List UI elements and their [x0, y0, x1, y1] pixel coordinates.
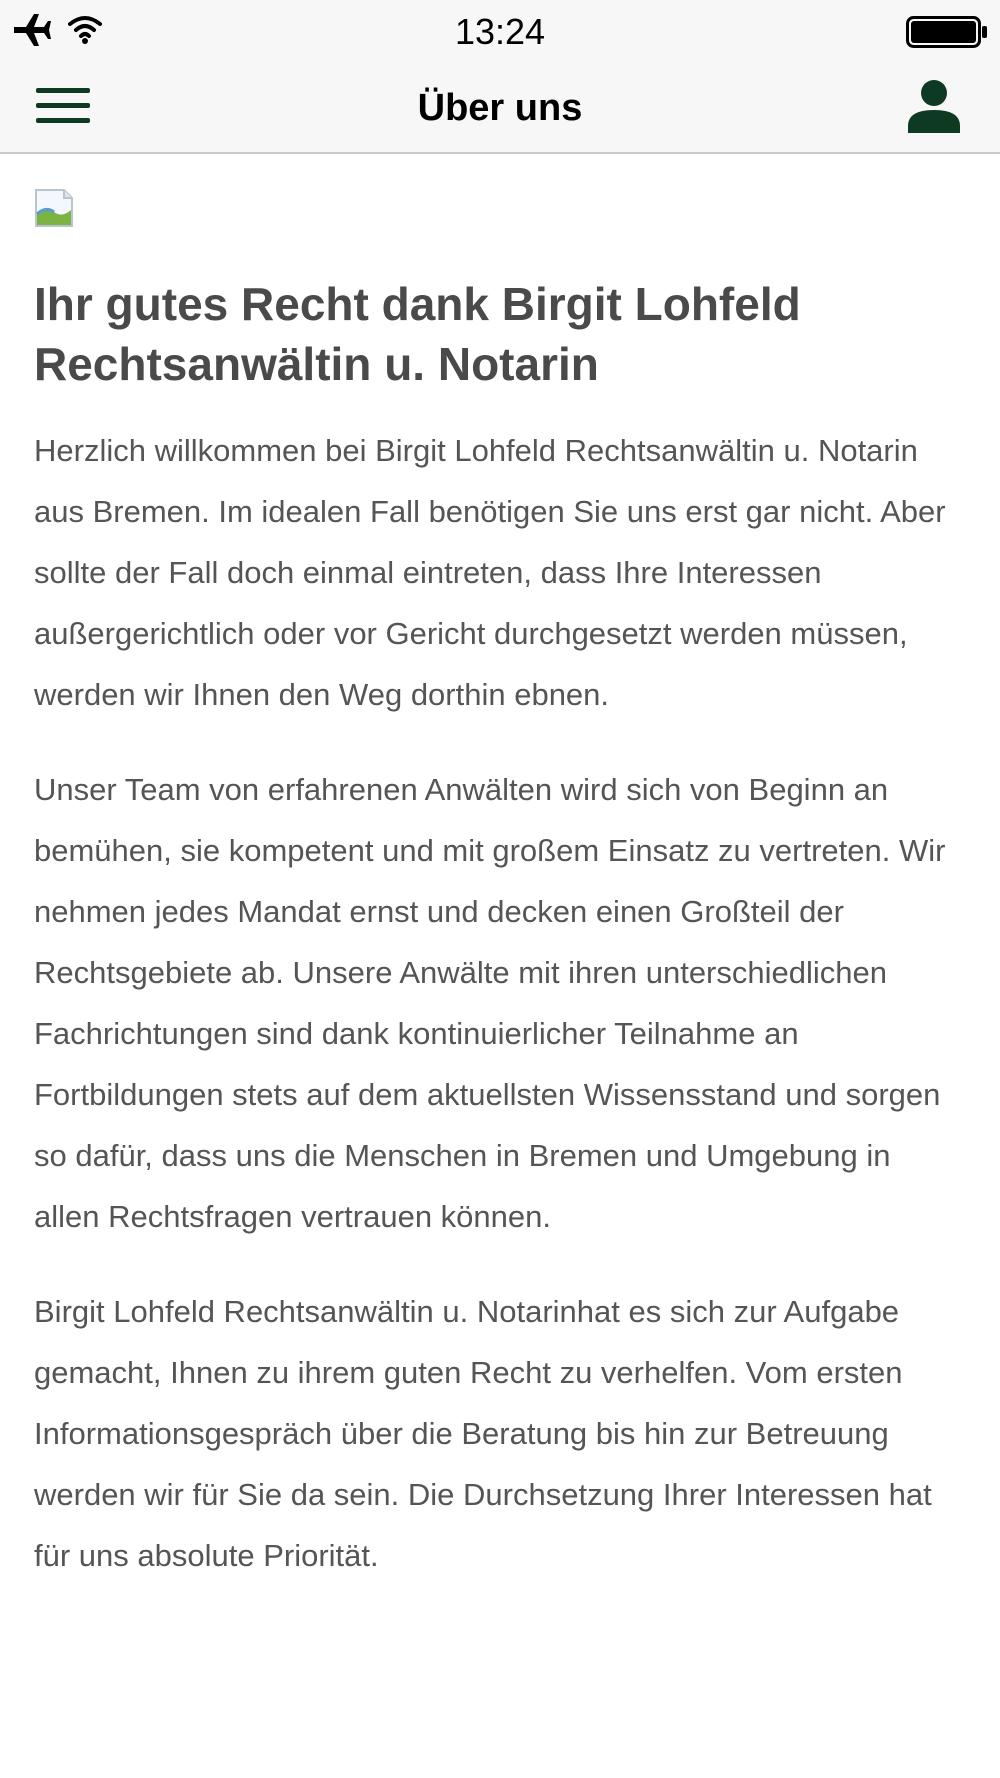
status-time: 13:24: [454, 11, 546, 52]
paragraph-welcome: Herzlich willkommen bei Birgit Lohfeld Rechtsanwältin u. Notarin aus Bremen. Im idealen Fall benötigen Sie uns erst gar nicht. Aber sollte der Fall doch einmal eintreten, dass Ihre Interessen außergerichtlich oder vor Gericht durchgesetzt werden müssen, werden wir Ihnen den Weg dorthin ebnen.: [34, 433, 946, 712]
navigation-bar: [0, 64, 1000, 154]
user-icon: [905, 78, 963, 139]
paragraph-team: Unser Team von erfahrenen Anwälten wird sich von Beginn an bemühen, sie kompetent und mit großem Einsatz zu vertreten. Wir nehmen jedes Mandat ernst und decken einen Großteil der Rechtsgebiete ab. Unsere Anwälte mit ihren unterschiedlichen Fachrichtungen sind dank kontinuierlicher Teilnahme an Fortbildungen stets auf dem aktuellsten Wissensstand und sorgen so dafür, dass uns die Menschen in Bremen und Umgebung in allen Rechtsfragen vertrauen können.: [34, 772, 946, 1234]
menu-button[interactable]: [28, 76, 98, 140]
broken-image-icon: [34, 188, 74, 228]
headline: Ihr gutes Recht dank Birgit Lohfeld Rechtsanwältin u. Notarin: [34, 278, 801, 390]
status-bar: [0, 0, 1000, 64]
battery-icon: [906, 16, 988, 48]
paragraph-mission: Birgit Lohfeld Rechtsanwältin u. Notarinhat es sich zur Aufgabe gemacht, Ihnen zu ihrem guten Recht zu verhelfen. Vom ersten Informationsgespräch über die Beratung bis hin zur Betreuung werden wir für Sie da sein. Die Durchsetzung Ihrer Interessen hat für uns absolute Priorität.: [34, 1294, 932, 1573]
profile-button[interactable]: [896, 72, 972, 144]
about-content: [34, 152, 964, 1586]
hamburger-menu-icon: [36, 86, 90, 131]
page-title: Über uns: [417, 87, 583, 129]
